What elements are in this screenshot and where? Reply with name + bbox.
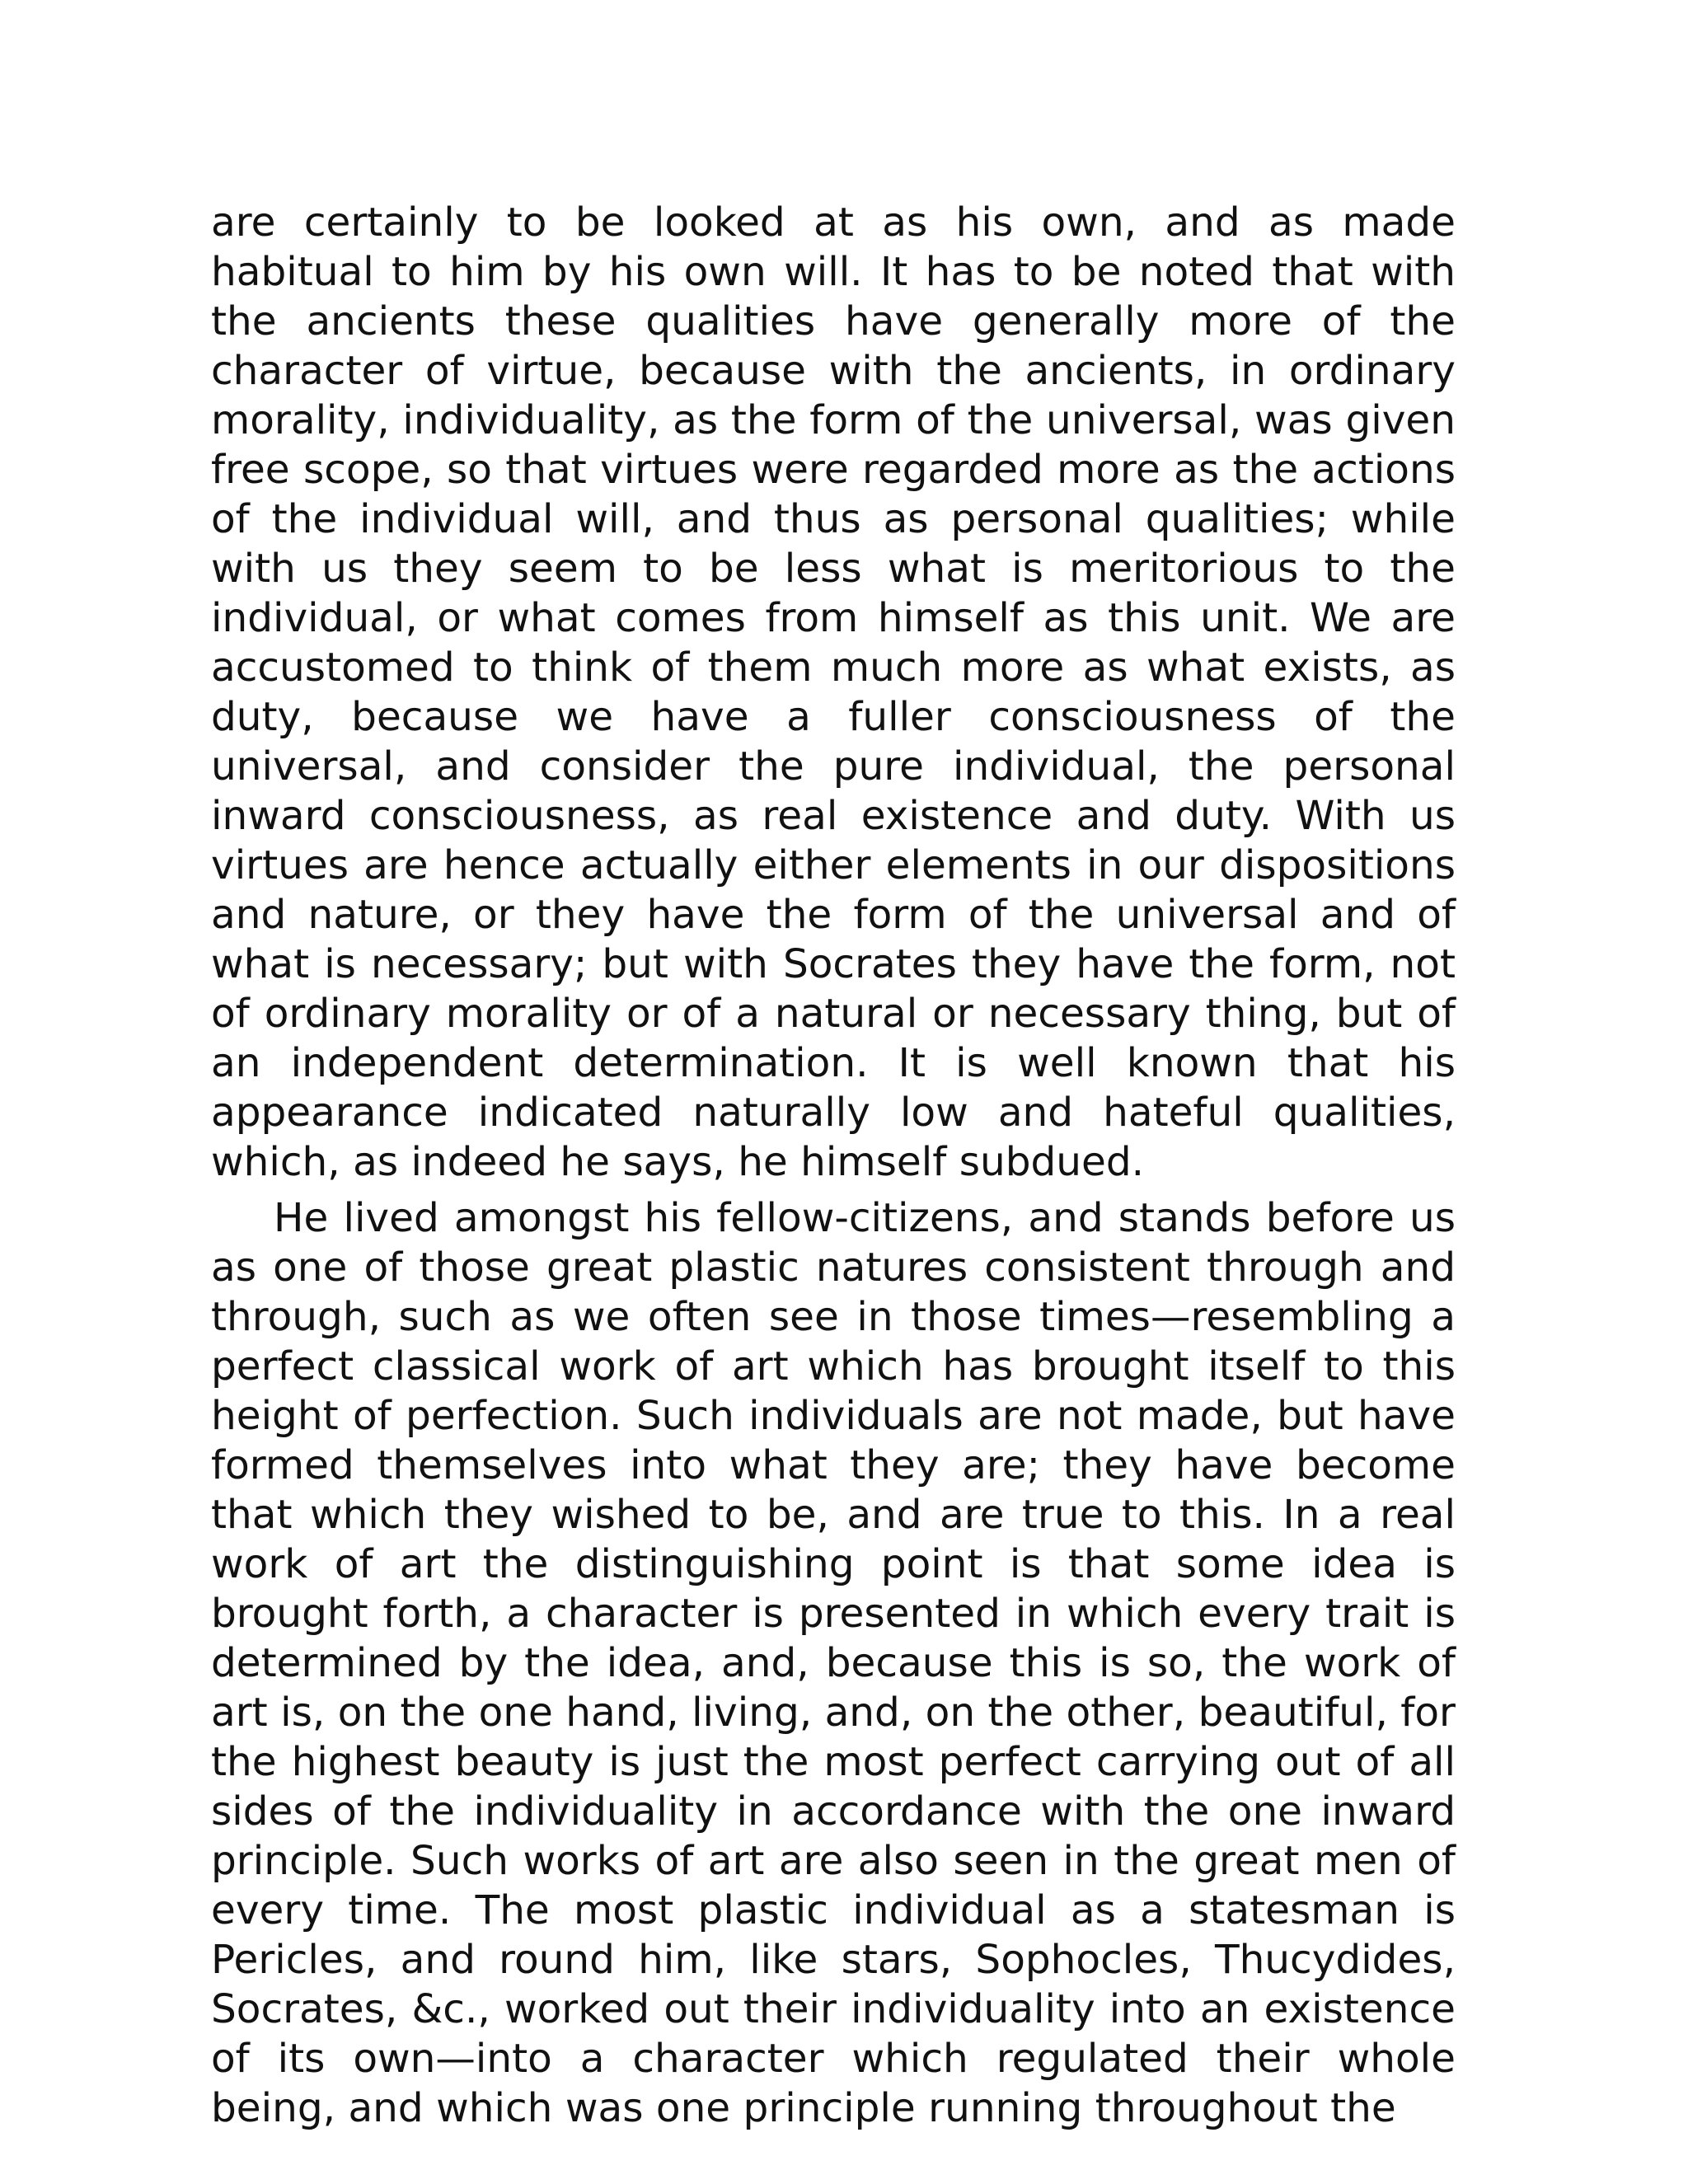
paragraph-1: are certainly to be looked at as his own, and as made habitual to him by his own will. It has to be noted that with the ancients these qualities have generally more of the character of virtue, because with the ancients, in ordinary morality, individuality, as the form of the universal, was given free scope, so that virtues were regarded more as the actions of the individual will, and thus as personal qualities; while with us they seem to be less what is meritorious to the individual, or what comes from himself as this unit. We are accustomed to think of them much more as what exists, as duty, because we have a fuller consciousness of the universal, and consider the pure individual, the personal inward consciousness, as real existence and duty. With us virtues are hence actually either elements in our dispositions and nature, or they have the form of the universal and of what is necessary; but with Socrates they have the form, not of ordinary morality or of a natural or necessary thing, but of an independent determination. It is well known that his appearance indicated naturally low and hateful qualities, which, as indeed he says, he himself subdued.	[211, 199, 1456, 1185]
body-text	[211, 198, 1456, 2133]
paragraph-2: He lived amongst his fellow-citizens, and stands before us as one of those great plastic natures consistent through and through, such as we often see in those times—resembling a perfect classical work of art which has brought itself to this height of perfection. Such individuals are not made, but have formed themselves into what they are; they have become that which they wished to be, and are true to this. In a real work of art the distinguishing point is that some idea is brought forth, a character is presented in which every trait is determined by the idea, and, because this is so, the work of art is, on the one hand, living, and, on the other, beautiful, for the highest beauty is just the most perfect carrying out of all sides of the individuality in accordance with the one inward principle. Such works of art are also seen in the great men of every time. The most plastic individual as a statesman is Pericles, and round him, like stars, Sophocles, Thucydides, Socrates, &c., worked out their individuality into an existence of its own—into a character which regulated their whole being, and which was one principle running throughout the	[211, 1195, 1456, 2131]
